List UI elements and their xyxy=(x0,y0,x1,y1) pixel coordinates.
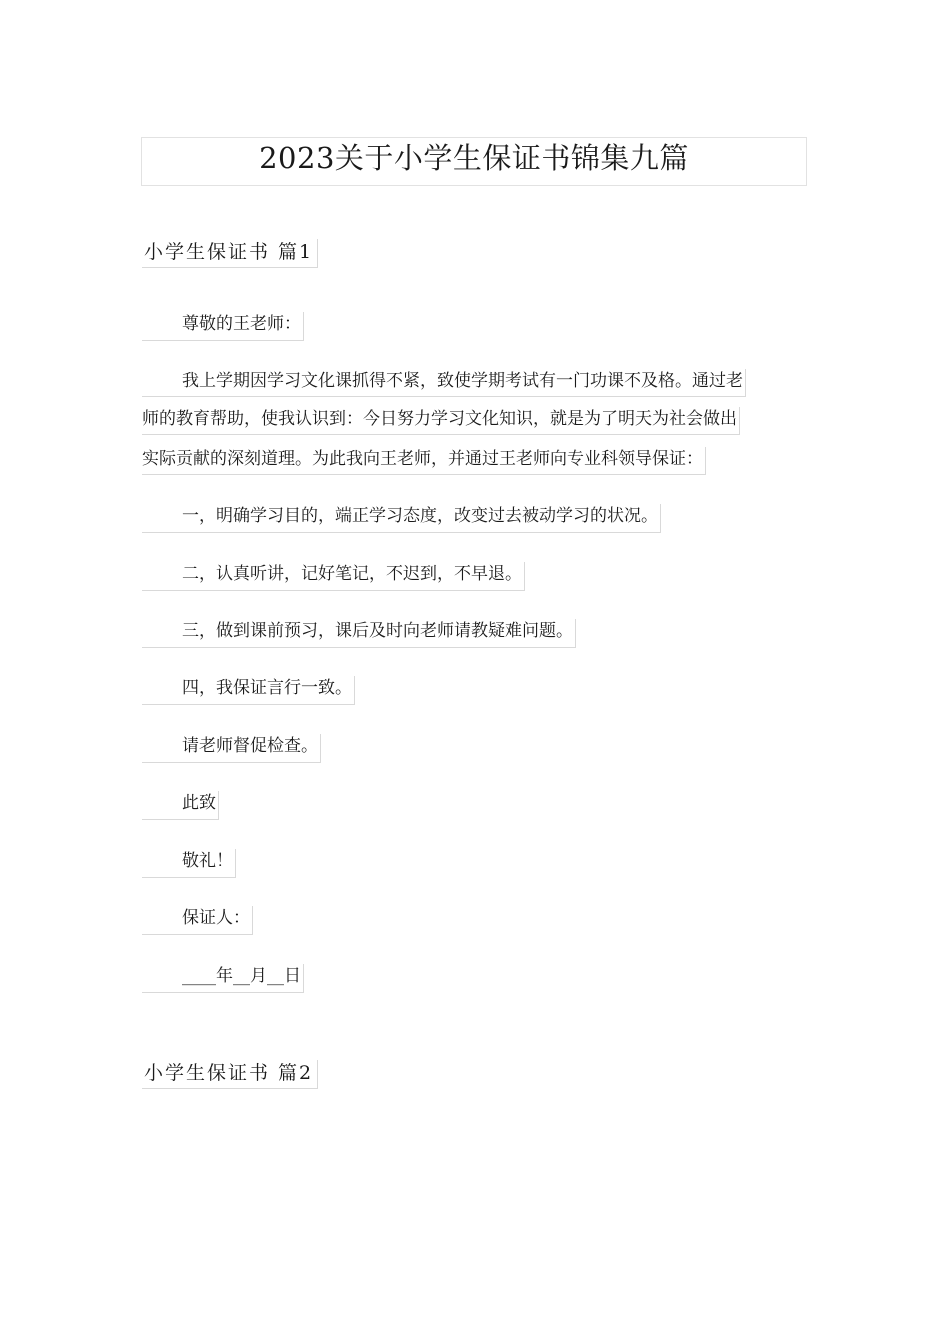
closing-request: 请老师督促检查。 xyxy=(142,734,321,763)
date-line: ____年__月__日 xyxy=(142,964,304,993)
pledge-item-1: 一，明确学习目的，端正学习态度，改变过去被动学习的状况。 xyxy=(142,504,661,533)
pledge-item-3: 三，做到课前预习，课后及时向老师请教疑难问题。 xyxy=(142,619,576,648)
section-heading-1: 小学生保证书 篇1 xyxy=(142,239,318,268)
document-title-text: 2023关于小学生保证书锦集九篇 xyxy=(259,141,689,175)
paragraph-line-1: 我上学期因学习文化课抓得不紧，致使学期考试有一门功课不及格。通过老 xyxy=(142,369,746,397)
salutation: 尊敬的王老师： xyxy=(142,312,304,341)
document-title xyxy=(141,137,807,186)
paragraph-line-2: 师的教育帮助，使我认识到：今日努力学习文化知识，就是为了明天为社会做出 xyxy=(142,407,740,435)
section-heading-2: 小学生保证书 篇2 xyxy=(142,1060,318,1089)
pledge-item-2: 二，认真听讲，记好笔记，不迟到，不早退。 xyxy=(142,562,525,591)
closing-line-2: 敬礼！ xyxy=(142,849,236,878)
paragraph-line-3: 实际贡献的深刻道理。为此我向王老师，并通过王老师向专业科领导保证： xyxy=(142,447,706,475)
closing-line-1: 此致 xyxy=(142,791,219,820)
signature-line: 保证人： xyxy=(142,906,253,935)
pledge-item-4: 四，我保证言行一致。 xyxy=(142,676,355,705)
